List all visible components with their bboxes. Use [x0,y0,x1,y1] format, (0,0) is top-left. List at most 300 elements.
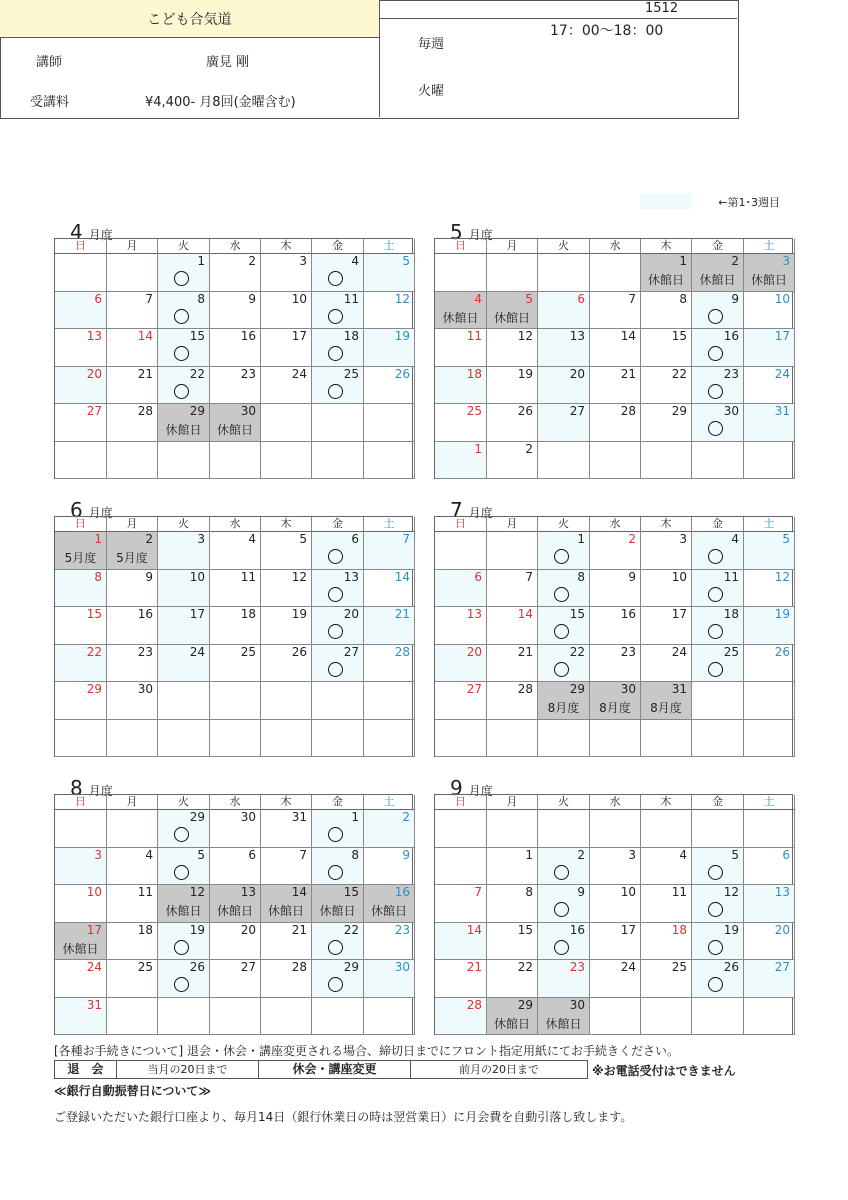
lesson-circle-icon [174,977,189,992]
day-number: 26 [774,644,790,659]
day-cell [210,367,261,405]
weekday-header: 土 [744,239,795,254]
day-number: 23 [723,366,739,381]
day-cell [435,329,487,367]
day-number: 15 [86,607,102,621]
lesson-circle-icon [174,827,189,842]
day-number: 9 [248,291,256,306]
day-cell [487,885,538,923]
class-day: 火曜 [418,84,445,99]
weekday-header: 木 [261,517,312,532]
day-cell [487,682,538,720]
day-cell [435,720,487,758]
day-cell [55,848,107,886]
day-number: 28 [137,404,153,418]
day-cell [261,848,312,886]
day-number: 5 [731,847,739,862]
lesson-circle-icon [554,624,569,639]
day-cell [692,720,744,758]
day-cell [692,404,744,442]
day-cell [487,292,538,330]
day-number: 29 [189,810,205,824]
day-number: 13 [86,329,102,343]
day-label: 休館日 [216,904,253,918]
day-number: 22 [343,922,359,937]
day-cell [107,607,158,645]
day-number: 17 [671,607,687,621]
day-cell [590,607,641,645]
weekday-header: 金 [692,795,744,810]
day-number: 16 [569,922,585,937]
day-cell [538,885,590,923]
day-cell [312,570,364,608]
day-cell [590,329,641,367]
day-cell [538,254,590,292]
day-cell [107,329,158,367]
day-label: 休館日 [493,310,530,325]
day-cell [692,570,744,608]
weekday-header: 金 [692,239,744,254]
day-number: 12 [291,569,307,584]
day-cell [641,810,692,848]
day-number: 27 [86,404,102,418]
day-number: 1 [525,847,533,862]
lesson-circle-icon [554,902,569,917]
day-number: 12 [774,569,790,584]
day-number: 19 [291,607,307,621]
lesson-circle-icon [328,309,343,324]
day-number: 12 [189,885,205,899]
day-cell [435,810,487,848]
day-number: 13 [343,569,359,584]
day-cell [210,720,261,758]
month-suffix: 月度 [88,228,113,242]
day-cell [487,532,538,570]
day-number: 5 [299,532,307,546]
day-cell [590,885,641,923]
day-number: 11 [343,291,359,306]
day-cell [590,960,641,998]
day-number: 2 [248,254,256,268]
day-cell [538,720,590,758]
day-cell [590,998,641,1036]
day-cell [641,442,692,480]
day-number: 4 [248,532,256,546]
day-cell [261,923,312,961]
day-number: 10 [189,569,205,584]
day-number: 7 [402,532,410,546]
day-number: 30 [394,960,410,974]
day-cell [487,720,538,758]
day-number: 28 [620,404,636,418]
day-cell [487,329,538,367]
lesson-circle-icon [708,662,723,677]
day-number: 18 [671,922,687,937]
day-cell [107,848,158,886]
day-label: 休館日 [370,904,407,918]
weekday-header: 土 [364,795,415,810]
day-number: 26 [394,366,410,381]
lesson-circle-icon [328,549,343,564]
day-cell [158,810,210,848]
day-cell [435,607,487,645]
instructor-label: 講師 [36,55,63,70]
day-number: 7 [474,885,482,899]
day-cell [55,607,107,645]
day-cell [312,254,364,292]
fee-value: ¥4,400- 月8回(金曜含む) [145,95,296,110]
day-number: 12 [394,291,410,306]
day-cell [692,848,744,886]
day-number: 7 [525,569,533,584]
day-cell [487,570,538,608]
weekday-header: 日 [55,517,107,532]
day-number: 9 [731,291,739,306]
day-number: 19 [394,329,410,343]
month-number: 6 [70,498,83,522]
lesson-circle-icon [708,384,723,399]
day-cell [435,848,487,886]
weekday-header: 木 [641,795,692,810]
day-number: 20 [86,366,102,381]
day-number: 27 [466,682,482,696]
day-cell [364,254,415,292]
day-number: 4 [145,847,153,862]
day-cell [692,254,744,292]
day-number: 23 [394,922,410,937]
day-cell [590,367,641,405]
weekday-header: 日 [55,795,107,810]
lesson-circle-icon [328,346,343,361]
weekday-header: 月 [487,795,538,810]
day-number: 15 [517,922,533,937]
day-cell [55,960,107,998]
day-number: 2 [525,441,533,456]
day-cell [312,367,364,405]
day-cell [641,645,692,683]
month-number: 4 [70,220,83,244]
lesson-circle-icon [554,662,569,677]
day-cell [692,292,744,330]
weekday-header: 水 [210,239,261,254]
day-label: 8月度 [599,701,631,715]
day-cell [55,329,107,367]
day-cell [55,682,107,720]
day-number: 1 [474,441,482,456]
weekday-header: 金 [692,517,744,532]
day-cell [107,645,158,683]
day-cell [364,923,415,961]
day-cell [107,923,158,961]
day-number: 30 [240,404,256,418]
day-cell [435,532,487,570]
weekday-header: 火 [158,795,210,810]
day-cell [487,404,538,442]
day-cell [312,682,364,720]
day-number: 14 [291,885,307,899]
weekday-header: 水 [590,517,641,532]
day-cell [487,254,538,292]
day-number: 21 [394,607,410,621]
lesson-circle-icon [174,940,189,955]
day-cell [107,810,158,848]
day-cell [641,682,692,720]
day-cell [107,442,158,480]
week-note [640,193,792,209]
day-cell [364,570,415,608]
day-number: 1 [351,810,359,824]
day-number: 21 [137,366,153,381]
day-number: 22 [569,644,585,659]
day-number: 8 [525,885,533,899]
day-number: 23 [240,366,256,381]
day-number: 24 [671,644,687,659]
day-number: 4 [474,291,482,306]
day-cell [744,960,795,998]
day-number: 30 [723,404,739,418]
day-cell [261,404,312,442]
day-number: 3 [679,532,687,546]
weekday-header: 月 [487,239,538,254]
day-number: 26 [517,404,533,418]
day-cell [590,570,641,608]
day-cell [312,645,364,683]
day-cell [590,442,641,480]
day-cell [312,885,364,923]
day-cell [538,682,590,720]
day-number: 8 [94,569,102,584]
day-cell [692,442,744,480]
day-number: 6 [782,847,790,862]
day-cell [538,329,590,367]
day-number: 25 [671,960,687,974]
day-label: 休館日 [442,310,479,325]
lesson-circle-icon [328,587,343,602]
bank-title: ≪銀行自動振替日について≫ [54,1084,211,1098]
day-cell [364,532,415,570]
day-number: 19 [723,922,739,937]
withdraw-label: 退 会 [55,1061,117,1078]
day-number: 21 [466,960,482,974]
day-number: 14 [466,922,482,937]
day-number: 12 [517,329,533,343]
day-cell [312,607,364,645]
month-suffix: 月度 [88,784,113,798]
day-cell [435,960,487,998]
day-cell [107,998,158,1036]
day-number: 25 [240,644,256,659]
day-cell [435,254,487,292]
day-cell [744,923,795,961]
lesson-circle-icon [708,587,723,602]
lesson-circle-icon [554,865,569,880]
day-cell [487,960,538,998]
day-cell [692,885,744,923]
day-cell [692,960,744,998]
day-number: 9 [577,885,585,899]
weekday-header: 月 [107,517,158,532]
day-number: 31 [291,810,307,824]
day-number: 9 [145,569,153,584]
pause-label: 休会・講座変更 [259,1061,411,1078]
day-cell [435,682,487,720]
weekday-header: 木 [261,239,312,254]
day-number: 13 [569,329,585,343]
day-cell [538,570,590,608]
weekday-header: 金 [312,795,364,810]
day-cell [590,810,641,848]
day-cell [107,960,158,998]
day-cell [261,645,312,683]
withdraw-deadline: 当月の20日まで [117,1061,259,1078]
day-number: 18 [466,366,482,381]
day-number: 16 [394,885,410,899]
day-number: 8 [197,291,205,306]
day-cell [641,292,692,330]
day-cell [107,682,158,720]
day-number: 19 [517,366,533,381]
day-cell [261,367,312,405]
deadline-table [54,1060,588,1079]
day-number: 24 [86,960,102,974]
day-cell [364,848,415,886]
day-cell [55,442,107,480]
day-number: 29 [86,682,102,696]
day-number: 5 [782,532,790,546]
day-label: 休館日 [267,904,304,918]
lesson-circle-icon [708,346,723,361]
day-number: 11 [240,569,256,584]
day-number: 2 [402,810,410,824]
day-cell [312,329,364,367]
day-cell [158,682,210,720]
month-number: 9 [450,776,463,800]
day-cell [210,810,261,848]
day-number: 28 [394,644,410,659]
day-number: 1 [577,532,585,546]
day-cell [744,810,795,848]
day-number: 25 [343,366,359,381]
day-cell [364,998,415,1036]
day-cell [158,607,210,645]
day-cell [641,885,692,923]
day-cell [107,367,158,405]
day-cell [158,442,210,480]
day-cell [435,998,487,1036]
day-number: 16 [240,329,256,343]
lesson-circle-icon [328,977,343,992]
lesson-circle-icon [554,549,569,564]
day-number: 14 [517,607,533,621]
day-number: 12 [723,885,739,899]
day-number: 11 [671,885,687,899]
class-info-box [0,0,739,119]
lesson-circle-icon [174,309,189,324]
day-number: 2 [145,532,153,546]
day-cell [364,292,415,330]
day-cell [55,292,107,330]
day-cell [744,885,795,923]
day-cell [364,682,415,720]
lesson-circle-icon [708,940,723,955]
day-number: 30 [240,810,256,824]
day-cell [641,367,692,405]
weekday-header: 火 [158,517,210,532]
day-number: 27 [774,960,790,974]
day-label: 休館日 [699,273,736,287]
day-number: 26 [189,960,205,974]
day-number: 1 [679,254,687,268]
day-number: 16 [723,329,739,343]
day-cell [641,570,692,608]
day-number: 17 [620,922,636,937]
day-cell [435,442,487,480]
day-number: 21 [620,366,636,381]
day-cell [158,848,210,886]
day-number: 23 [620,644,636,659]
day-number: 24 [774,366,790,381]
day-number: 10 [86,885,102,899]
day-cell [538,848,590,886]
day-cell [435,404,487,442]
day-cell [744,998,795,1036]
day-number: 9 [628,569,636,584]
day-number: 9 [402,847,410,862]
day-cell [55,254,107,292]
day-label: 5月度 [64,551,97,565]
day-cell [538,532,590,570]
lesson-circle-icon [328,827,343,842]
weekday-header: 火 [538,517,590,532]
day-cell [210,923,261,961]
day-cell [641,998,692,1036]
day-cell [590,720,641,758]
weekday-header: 木 [641,239,692,254]
day-number: 29 [517,997,533,1012]
day-number: 3 [299,254,307,268]
day-number: 15 [569,607,585,621]
day-cell [641,329,692,367]
day-cell [261,998,312,1036]
day-cell [744,570,795,608]
weekday-header: 土 [744,795,795,810]
day-cell [210,404,261,442]
lesson-circle-icon [708,865,723,880]
day-cell [364,404,415,442]
weekday-header: 火 [158,239,210,254]
day-label: 休館日 [493,1016,530,1031]
day-cell [364,960,415,998]
day-cell [158,885,210,923]
weekday-header: 月 [107,795,158,810]
day-cell [107,885,158,923]
lesson-circle-icon [174,865,189,880]
day-cell [261,329,312,367]
day-cell [487,848,538,886]
day-cell [210,885,261,923]
day-number: 8 [679,291,687,306]
day-cell [55,645,107,683]
day-cell [210,998,261,1036]
procedures-note: [各種お手続きについて] 退会・休会・講座変更される場合、締切日までにフロント指定用紙にてお手続きください。 [54,1044,679,1058]
day-cell [312,404,364,442]
day-cell [210,292,261,330]
weekday-header: 火 [538,239,590,254]
day-label: 休館日 [545,1016,582,1031]
day-label: 休館日 [216,423,253,437]
day-cell [435,292,487,330]
day-number: 20 [569,366,585,381]
